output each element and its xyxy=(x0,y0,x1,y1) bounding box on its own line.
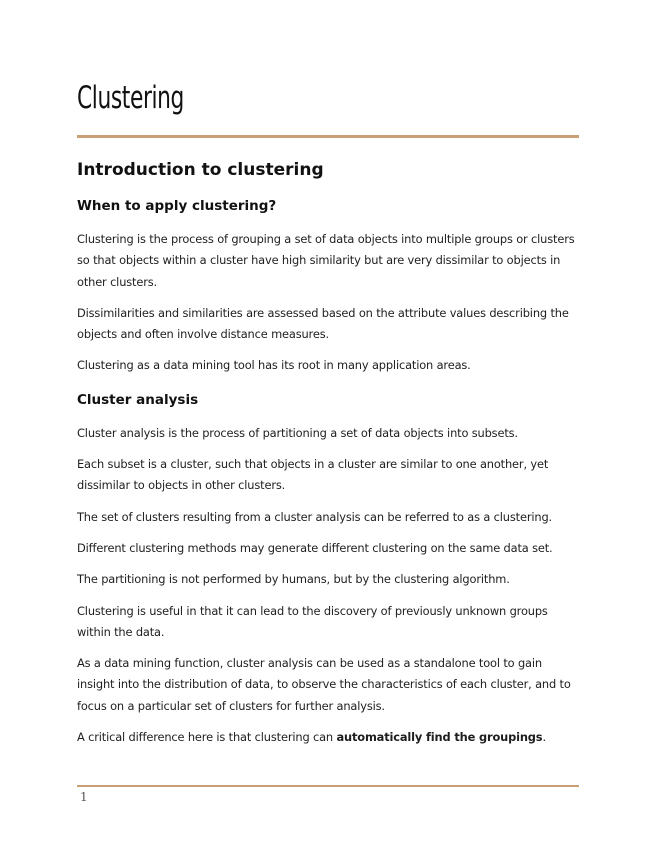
text-run: . xyxy=(542,730,546,745)
page-number: 1 xyxy=(80,790,88,804)
section-heading-introduction: Introduction to clustering xyxy=(77,160,324,180)
subsection-heading-when-to-apply: When to apply clustering? xyxy=(77,198,277,214)
paragraph: As a data mining function, cluster analysis can be used as a standalone tool to gain insight into the distribution of data, to observe the characteristics of each cluster, and to focus on a particular set of clusters for further analysis. xyxy=(77,656,571,713)
paragraph-critical-difference xyxy=(77,727,579,748)
paragraph: Clustering is useful in that it can lead to the discovery of previously unknown groups within the data. xyxy=(77,603,548,639)
document-body xyxy=(77,156,579,748)
paragraph: Cluster analysis is the process of partitioning a set of data objects into subsets. xyxy=(77,425,518,440)
emphasis-text: automatically find the groupings xyxy=(336,730,543,745)
title-divider xyxy=(77,135,579,138)
paragraph: Clustering as a data mining tool has its root in many application areas. xyxy=(77,358,471,373)
document-title: Clustering xyxy=(77,80,184,116)
subsection-heading-cluster-analysis: Cluster analysis xyxy=(77,391,199,408)
paragraph: The partitioning is not performed by humans, but by the clustering algorithm. xyxy=(77,572,510,587)
paragraph: Each subset is a cluster, such that objects in a cluster are similar to one another, yet dissimilar to objects in other clusters. xyxy=(77,457,549,493)
paragraph: The set of clusters resulting from a cluster analysis can be referred to as a clustering. xyxy=(77,509,553,524)
paragraph: Clustering is the process of grouping a set of data objects into multiple groups or clusters so that objects within a cluster have high similarity but are very dissimilar to objects in other clusters. xyxy=(77,232,575,289)
footer-divider xyxy=(77,785,579,787)
paragraph: Different clustering methods may generate different clustering on the same data set. xyxy=(77,540,553,555)
paragraph: Dissimilarities and similarities are assessed based on the attribute values describing the objects and often involve distance measures. xyxy=(77,305,569,342)
text-run: A critical difference here is that clustering can xyxy=(77,730,337,745)
